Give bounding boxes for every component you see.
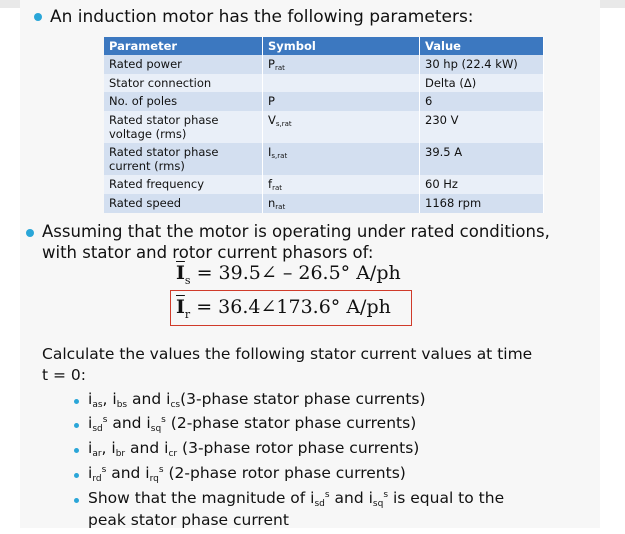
cell-symbol: $f_{rat}$ bbox=[263, 175, 420, 194]
slide-heading: An induction motor has the following parameters: bbox=[50, 7, 474, 27]
cell-value: 1168 rpm bbox=[420, 194, 544, 213]
rotor-sub: r bbox=[184, 307, 191, 321]
stator-symbol: $\overline{I}$ bbox=[176, 262, 185, 284]
list-item-show-magnitude: Show that the magnitude of isd$^s$ and isq$^s$ is equal to the bbox=[88, 489, 505, 509]
list-item-stator-2phase: isd$^s$ and isq$^s$ (2-phase stator phase currents) bbox=[88, 414, 417, 434]
list-item-show-magnitude-line-2: peak stator phase current bbox=[88, 511, 289, 529]
cell-parameter: No. of poles bbox=[104, 92, 263, 111]
cell-symbol: $n_{rat}$ bbox=[263, 194, 420, 213]
cell-value: 39.5 A bbox=[420, 143, 544, 175]
table-row bbox=[104, 143, 544, 175]
list-item-rotor-2phase: ird$^s$ and irq$^s$ (2-phase rotor phase currents) bbox=[88, 464, 406, 484]
table-row bbox=[104, 92, 544, 111]
col-header-value: Value bbox=[420, 37, 544, 55]
cell-symbol: P bbox=[263, 92, 420, 111]
cell-value: 230 V bbox=[420, 111, 544, 143]
cell-parameter: Rated speed bbox=[104, 194, 263, 213]
bullet-dot bbox=[34, 13, 42, 21]
table-row bbox=[104, 111, 544, 143]
cell-value: 30 hp (22.4 kW) bbox=[420, 55, 544, 74]
table-row bbox=[104, 194, 544, 213]
cell-value: 60 Hz bbox=[420, 175, 544, 194]
assumption-line-2: with stator and rotor current phasors of: bbox=[42, 243, 374, 262]
calc-line-2: t = 0: bbox=[42, 366, 87, 384]
table-row bbox=[104, 74, 544, 92]
stator-sub: s bbox=[184, 273, 191, 287]
col-header-parameter: Parameter bbox=[104, 37, 263, 55]
cell-symbol bbox=[263, 74, 420, 92]
list-bullet bbox=[74, 498, 79, 503]
assumption-line-1: Assuming that the motor is operating under rated conditions, bbox=[42, 222, 550, 241]
cell-parameter: Rated power bbox=[104, 55, 263, 74]
col-header-symbol: Symbol bbox=[263, 37, 420, 55]
cell-parameter: Rated stator phase current (rms) bbox=[104, 143, 263, 175]
stator-current-equation bbox=[176, 262, 401, 287]
cell-parameter: Rated stator phase voltage (rms) bbox=[104, 111, 263, 143]
rotor-rhs: = 36.4∠173.6° A/ph bbox=[196, 296, 391, 318]
cell-parameter: Stator connection bbox=[104, 74, 263, 92]
parameter-table bbox=[104, 37, 544, 213]
list-bullet bbox=[74, 399, 79, 404]
stator-rhs: = 39.5∠ – 26.5° A/ph bbox=[196, 262, 401, 284]
cell-value: Delta (Δ) bbox=[420, 74, 544, 92]
cell-value: 6 bbox=[420, 92, 544, 111]
list-bullet bbox=[74, 423, 79, 428]
calc-line-1: Calculate the values the following stator current values at time bbox=[42, 345, 533, 363]
table-row bbox=[104, 55, 544, 74]
list-item-stator-3phase: ias, ibs and ics(3-phase stator phase currents) bbox=[88, 390, 426, 410]
cell-parameter: Rated frequency bbox=[104, 175, 263, 194]
list-bullet bbox=[74, 448, 79, 453]
cell-symbol: $V_{s,rat}$ bbox=[263, 111, 420, 143]
list-item-rotor-3phase: iar, ibr and icr (3-phase rotor phase currents) bbox=[88, 439, 420, 459]
rotor-current-equation bbox=[176, 296, 391, 321]
table-row bbox=[104, 175, 544, 194]
rotor-symbol: $\overline{I}$ bbox=[176, 296, 185, 318]
table-header-row bbox=[104, 37, 544, 55]
cell-symbol: $I_{s,rat}$ bbox=[263, 143, 420, 175]
bullet-dot bbox=[26, 229, 34, 237]
list-bullet bbox=[74, 473, 79, 478]
cell-symbol: $P_{rat}$ bbox=[263, 55, 420, 74]
